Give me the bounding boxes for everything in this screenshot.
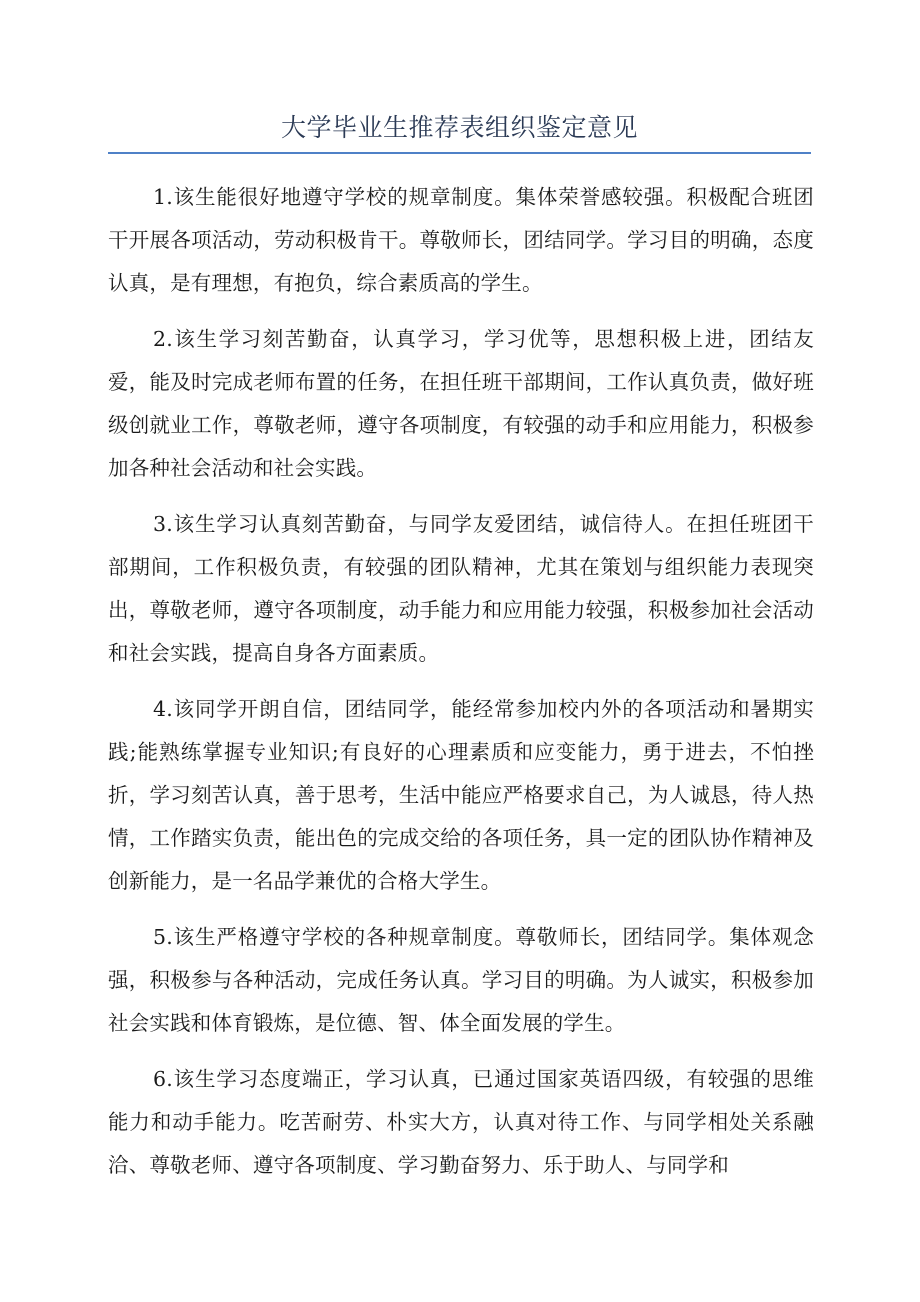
paragraph-1: 1.该生能很好地遵守学校的规章制度。集体荣誉感较强。积极配合班团干开展各项活动，劳动积极肯干。尊敬师长，团结同学。学习目的明确，态度认真，是有理想，有抱负，综合素质高的学生。	[108, 185, 814, 295]
paragraph-4: 4.该同学开朗自信，团结同学，能经常参加校内外的各项活动和暑期实践;能熟练掌握专业知识;有良好的心理素质和应变能力，勇于进去，不怕挫折，学习刻苦认真，善于思考，生活中能应严格要求自己，为人诚恳，待人热情，工作踏实负责，能出色的完成交给的各项任务，具一定的团队协作精神及创新能力，是一名品学兼优的合格大学生。	[108, 697, 814, 893]
document-body	[108, 176, 814, 1200]
title-divider	[108, 152, 811, 154]
paragraph-5: 5.该生严格遵守学校的各种规章制度。尊敬师长，团结同学。集体观念强，积极参与各种活动，完成任务认真。学习目的明确。为人诚实，积极参加社会实践和体育锻炼，是位德、智、体全面发展的学生。	[108, 925, 814, 1035]
paragraph-2: 2.该生学习刻苦勤奋，认真学习，学习优等，思想积极上进，团结友爱，能及时完成老师布置的任务，在担任班干部期间，工作认真负责，做好班级创就业工作，尊敬老师，遵守各项制度，有较强的动手和应用能力，积极参加各种社会活动和社会实践。	[108, 327, 814, 480]
document-title: 大学毕业生推荐表组织鉴定意见	[280, 113, 638, 142]
paragraph-6: 6.该生学习态度端正，学习认真，已通过国家英语四级，有较强的思维能力和动手能力。吃苦耐劳、朴实大方，认真对待工作、与同学相处关系融洽、尊敬老师、遵守各项制度、学习勤奋努力、乐于助人、与同学和	[108, 1067, 814, 1177]
paragraph-3: 3.该生学习认真刻苦勤奋，与同学友爱团结，诚信待人。在担任班团干部期间，工作积极负责，有较强的团队精神，尤其在策划与组织能力表现突出，尊敬老师，遵守各项制度，动手能力和应用能力较强，积极参加社会活动和社会实践，提高自身各方面素质。	[108, 512, 814, 665]
